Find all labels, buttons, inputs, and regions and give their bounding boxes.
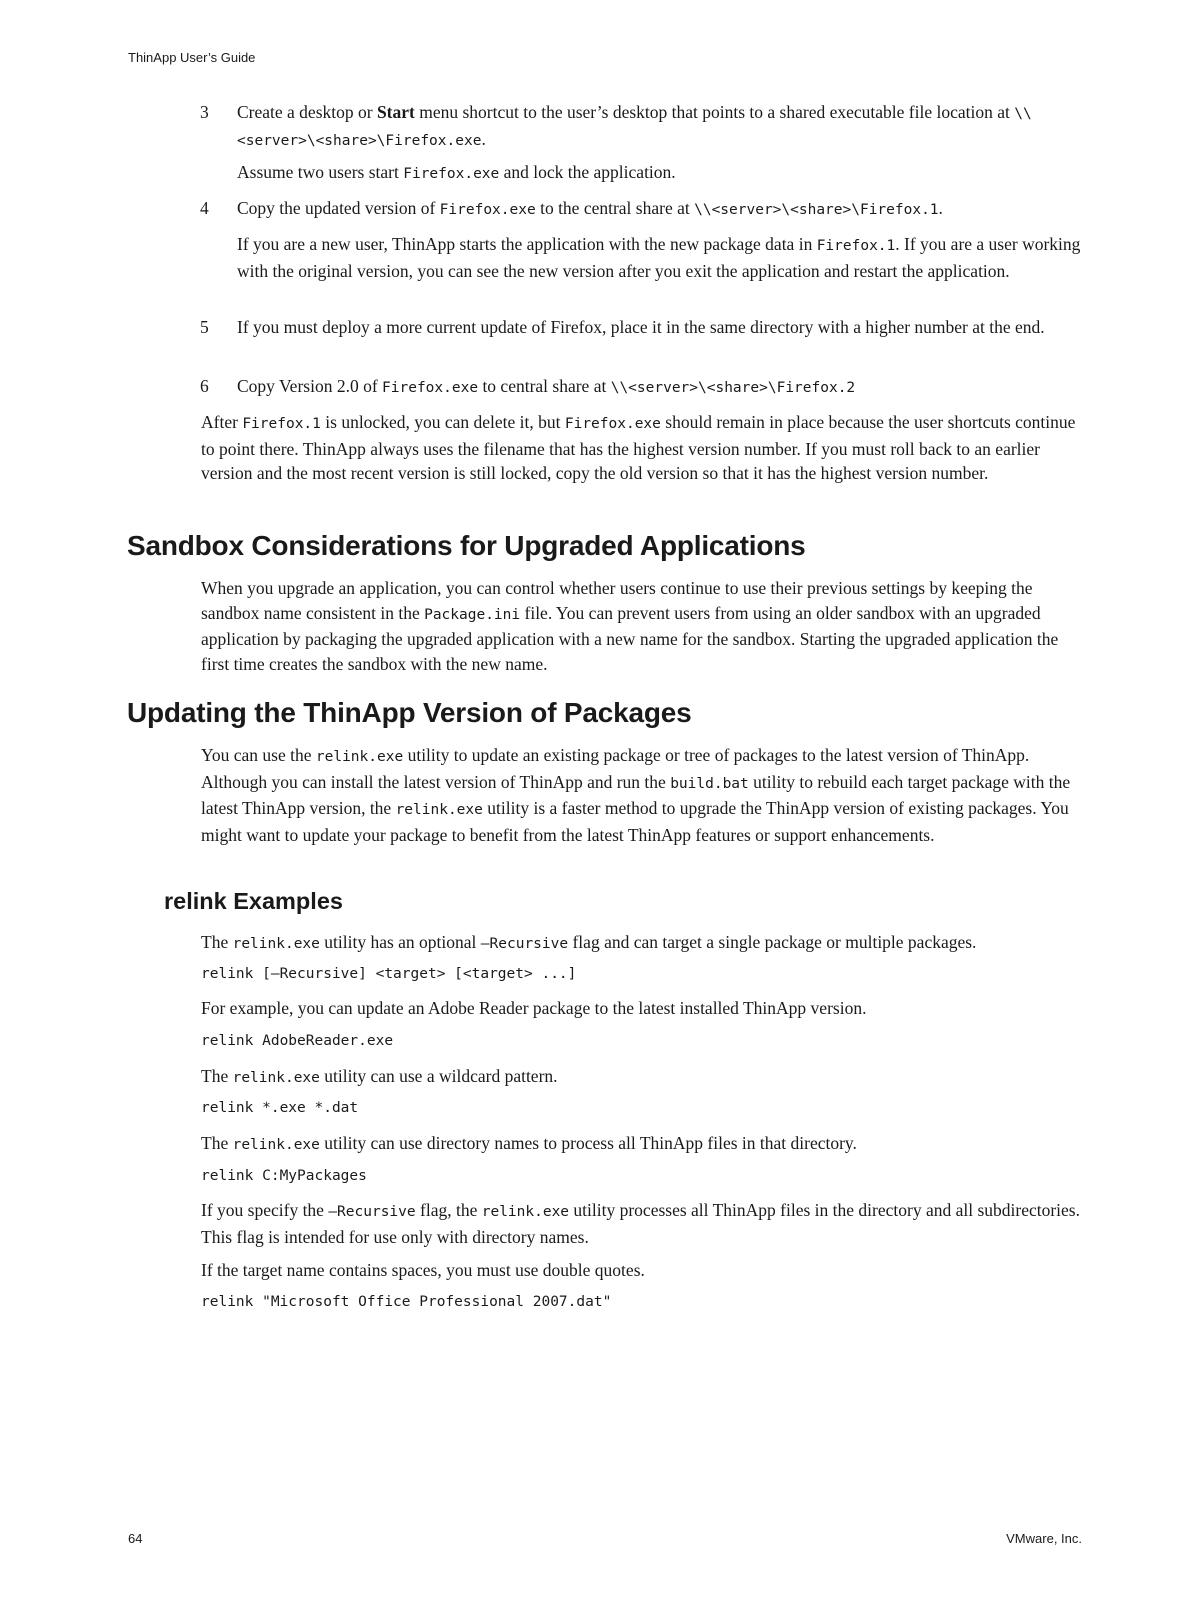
page-number: 64 <box>128 1531 143 1546</box>
step-3-note: Assume two users start Firefox.exe and lock the application. <box>237 162 676 182</box>
example-3-text: The relink.exe utility can use directory names to process all ThinApp files in that directory. <box>201 1133 857 1153</box>
updating-paragraph: You can use the relink.exe utility to update an existing package or tree of packages to the latest version of ThinApp. Although you can install the latest version of ThinApp and run the build.bat utility to rebuild each target package with the latest ThinApp version, the relink.exe utility is a faster method to upgrade the ThinApp version of existing packages. You might want to update your package to benefit from the latest ThinApp features or support enhancements. <box>201 745 1071 845</box>
step-number: 6 <box>200 376 209 396</box>
subsection-heading-relink: relink Examples <box>164 888 343 914</box>
step-text: Copy the updated version of Firefox.exe to the central share at \\<server>\<share>\Firefox.1. <box>237 198 943 218</box>
footer-company: VMware, Inc. <box>1006 1531 1082 1546</box>
inline-code: Firefox.exe <box>564 416 661 432</box>
inline-code: relink.exe <box>395 802 483 818</box>
example-4-text: If you specify the –Recursive flag, the relink.exe utility processes all ThinApp files in the directory and all subdirectories. This flag is intended for use only with directory names. <box>201 1200 1080 1247</box>
step-text: If you must deploy a more current update of Firefox, place it in the same directory with a higher number at the end. <box>237 317 1045 337</box>
inline-code: Firefox.exe <box>439 202 536 218</box>
inline-code: Firefox.1 <box>816 238 896 254</box>
example-2-text: The relink.exe utility can use a wildcard pattern. <box>201 1066 558 1086</box>
relink-intro: The relink.exe utility has an optional –Recursive flag and can target a single package or multiple packages. <box>201 932 977 952</box>
example-5-text: If the target name contains spaces, you must use double quotes. <box>201 1260 645 1280</box>
inline-code: build.bat <box>670 775 749 792</box>
inline-code: \\<server>\<share>\Firefox.exe <box>237 106 1032 149</box>
code-example-3: relink C:MyPackages <box>201 1168 367 1184</box>
inline-code: relink.exe <box>232 936 320 952</box>
inline-code: Package.ini <box>424 606 521 623</box>
inline-code: –Recursive <box>480 936 569 952</box>
step-number: 3 <box>200 102 209 122</box>
code-example-5: relink "Microsoft Office Professional 2007.dat" <box>201 1294 612 1310</box>
inline-code: Firefox.exe <box>403 166 500 182</box>
inline-code: \\<server>\<share>\Firefox.1 <box>694 202 939 218</box>
code-example-1: relink AdobeReader.exe <box>201 1033 394 1049</box>
inline-code: \\<server>\<share>\Firefox.2 <box>610 380 856 396</box>
inline-code: relink.exe <box>232 1137 320 1153</box>
inline-code: relink.exe <box>481 1204 570 1220</box>
step-text: Copy Version 2.0 of Firefox.exe to central share at \\<server>\<share>\Firefox.2 <box>237 376 856 396</box>
section-heading-sandbox: Sandbox Considerations for Upgraded Applications <box>127 530 806 561</box>
inline-code: relink.exe <box>315 749 404 765</box>
inline-code: Firefox.1 <box>242 416 321 432</box>
code-example-2: relink *.exe *.dat <box>201 1100 359 1116</box>
sandbox-paragraph: When you upgrade an application, you can control whether users continue to use their previous settings by keeping the sandbox name consistent in the Package.ini file. You can prevent users from using an older sandbox with an upgraded application by packaging the upgraded application with a new name for the sandbox. Starting the upgraded application the first time creates the sandbox with the new name. <box>201 578 1059 674</box>
after-paragraph: After Firefox.1 is unlocked, you can delete it, but Firefox.exe should remain in place because the user shortcuts continue to point there. ThinApp always uses the filename that has the highest version number. If you must roll back to an earlier version and the most recent version is still locked, copy the old version so that it has the highest version number. <box>201 412 1076 483</box>
code-syntax: relink [–Recursive] <target> [<target> ...] <box>201 966 577 982</box>
step-number: 5 <box>200 317 209 337</box>
step-text: Create a desktop or Start menu shortcut to the user’s desktop that points to a shared executable file location at \\<server>\<share>\Firefox.exe. <box>237 102 1032 149</box>
inline-code: relink.exe <box>232 1070 320 1086</box>
step-4-note: If you are a new user, ThinApp starts the application with the new package data in Firefox.1. If you are a user working with the original version, you can see the new version after you exit the application and restart the application. <box>237 234 1081 281</box>
inline-code: Firefox.exe <box>382 380 479 396</box>
inline-code: –Recursive <box>328 1204 416 1220</box>
section-heading-updating: Updating the ThinApp Version of Packages <box>127 697 692 728</box>
example-1-text: For example, you can update an Adobe Reader package to the latest installed ThinApp version. <box>201 998 867 1018</box>
start-menu-term: Start <box>376 102 415 122</box>
running-header: ThinApp User’s Guide <box>128 50 256 65</box>
step-number: 4 <box>200 198 209 218</box>
